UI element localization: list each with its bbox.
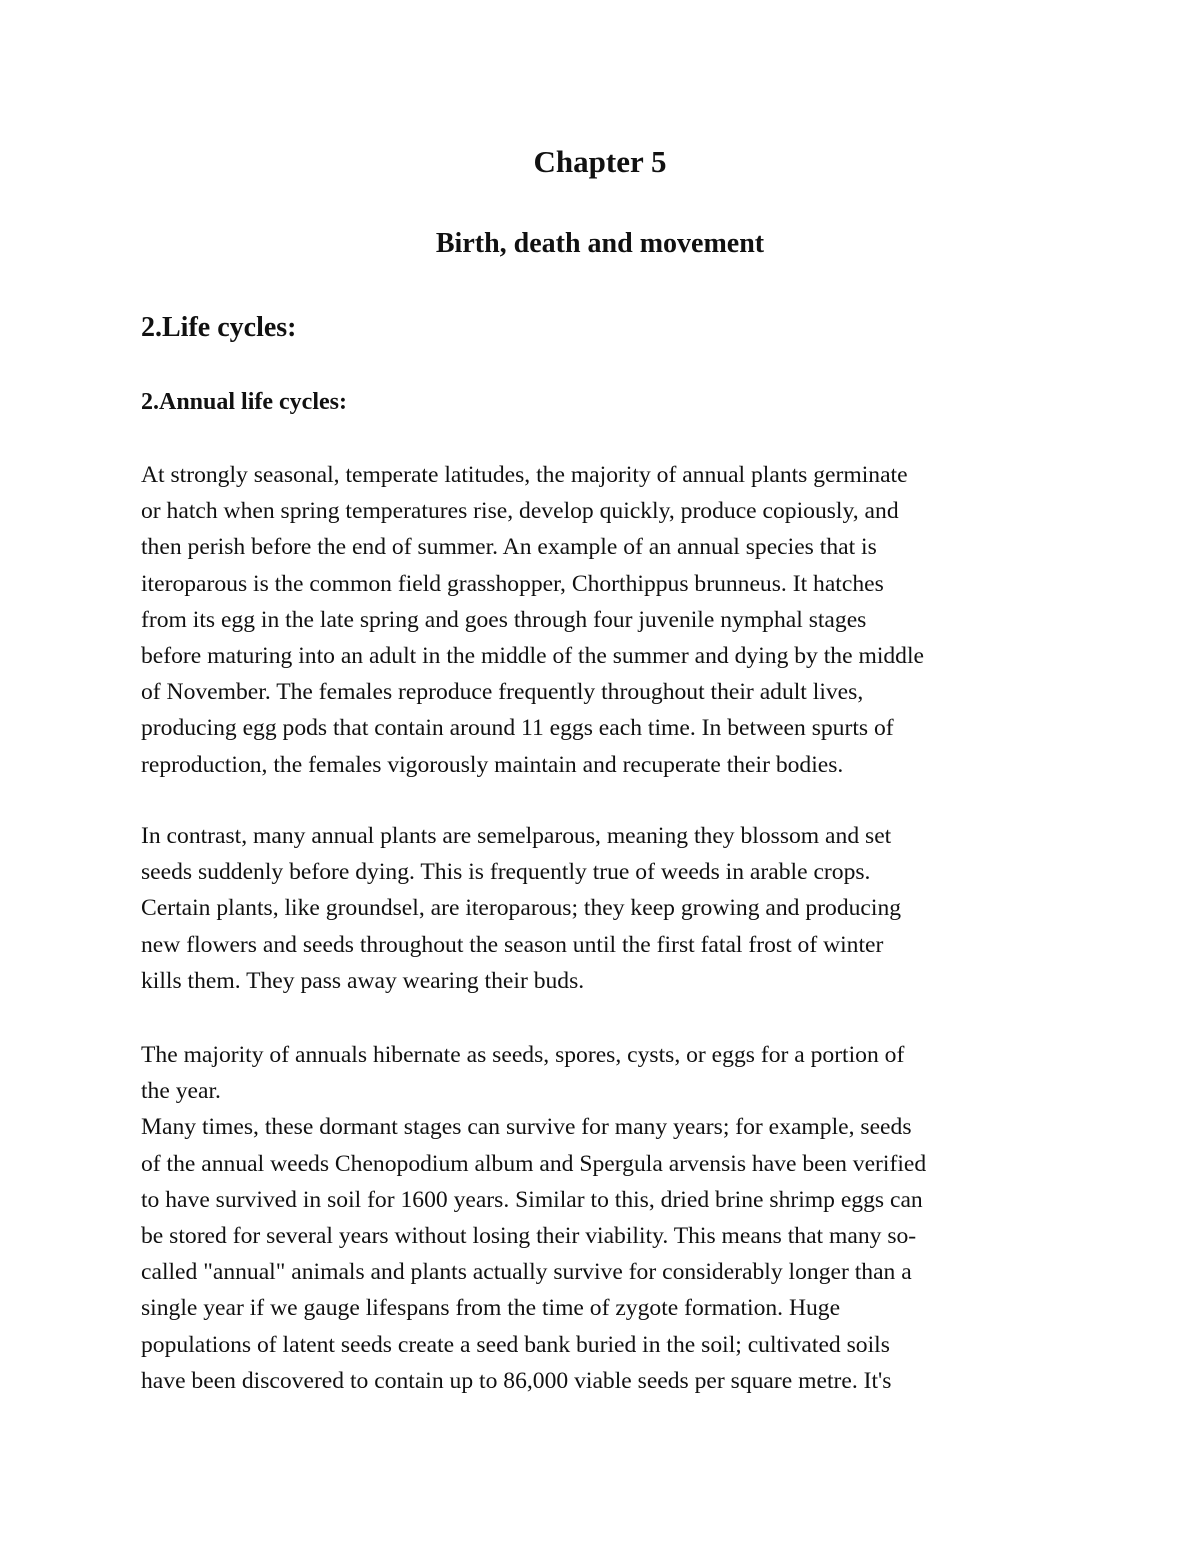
- paragraph-line: Many times, these dormant stages can survive for many years; for example, seeds: [141, 1114, 912, 1141]
- paragraph-1: [141, 457, 1071, 783]
- section-title: Birth, death and movement: [435, 228, 765, 259]
- paragraph-line: new flowers and seeds throughout the season until the first fatal frost of winter: [141, 931, 884, 958]
- paragraph-line: before maturing into an adult in the middle of the summer and dying by the middle: [141, 643, 925, 670]
- paragraph-line: At strongly seasonal, temperate latitudes, the majority of annual plants germinate: [141, 462, 908, 488]
- paragraph-line: of November. The females reproduce frequently throughout their adult lives,: [141, 679, 864, 706]
- paragraph-line: iteroparous is the common field grasshopper, Chorthippus brunneus. It hatches: [141, 570, 884, 597]
- paragraph-line: kills them. They pass away wearing their buds.: [141, 967, 585, 994]
- paragraph-line: have been discovered to contain up to 86,000 viable seeds per square metre. It's: [141, 1367, 892, 1394]
- paragraph-line: single year if we gauge lifespans from the time of zygote formation. Huge: [141, 1295, 841, 1322]
- paragraph-line: from its egg in the late spring and goes through four juvenile nymphal stages: [141, 606, 867, 633]
- paragraph-line: be stored for several years without losing their viability. This means that many so-: [141, 1223, 917, 1250]
- paragraph-line: called "annual" animals and plants actually survive for considerably longer than a: [141, 1259, 912, 1286]
- paragraph-line: Certain plants, like groundsel, are iteroparous; they keep growing and producing: [141, 895, 902, 922]
- paragraph-line: producing egg pods that contain around 11 eggs each time. In between spurts of: [141, 715, 894, 742]
- heading-life-cycles: 2.Life cycles:: [141, 312, 297, 343]
- paragraph-line: or hatch when spring temperatures rise, develop quickly, produce copiously, and: [141, 498, 899, 525]
- paragraph-line: In contrast, many annual plants are semelparous, meaning they blossom and set: [141, 823, 892, 849]
- paragraph-3: [141, 1037, 1071, 1399]
- paragraph-2: [141, 818, 1071, 999]
- paragraph-line: to have survived in soil for 1600 years. Similar to this, dried brine shrimp eggs can: [141, 1186, 923, 1213]
- paragraph-line: the year.: [141, 1078, 221, 1105]
- paragraph-line: populations of latent seeds create a seed bank buried in the soil; cultivated soils: [141, 1331, 890, 1358]
- paragraph-line: then perish before the end of summer. An example of an annual species that is: [141, 534, 877, 561]
- heading-annual-life-cycles: 2.Annual life cycles:: [141, 389, 347, 415]
- chapter-title: Chapter 5: [533, 144, 667, 179]
- paragraph-line: The majority of annuals hibernate as seeds, spores, cysts, or eggs for a portion of: [141, 1042, 905, 1068]
- paragraph-line: of the annual weeds Chenopodium album and Spergula arvensis have been verified: [141, 1150, 927, 1177]
- paragraph-line: reproduction, the females vigorously maintain and recuperate their bodies.: [141, 751, 844, 778]
- paragraph-line: seeds suddenly before dying. This is frequently true of weeds in arable crops.: [141, 859, 871, 886]
